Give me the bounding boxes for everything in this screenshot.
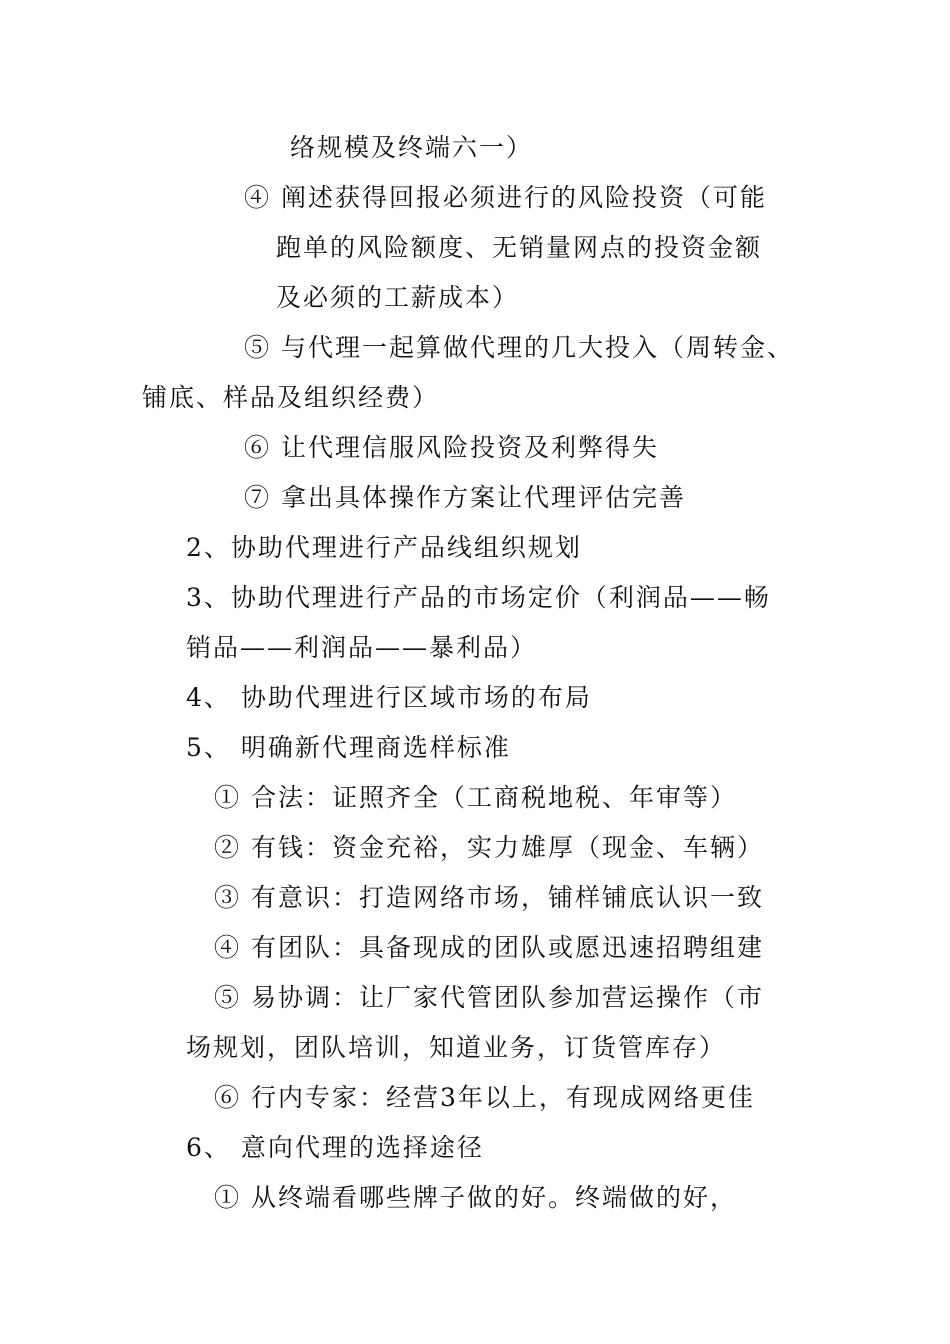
text-line-6: 铺底、样品及组织经费） bbox=[142, 383, 440, 412]
text-line-1: 络规模及终端六一） bbox=[290, 133, 534, 162]
text-line-2: ④ 阐述获得回报必须进行的风险投资（可能 bbox=[244, 183, 767, 212]
text-line-5: ⑤ 与代理一起算做代理的几大投入（周转金、 bbox=[244, 333, 794, 362]
text-line-12: 4、 协助代理进行区域市场的布局 bbox=[186, 683, 592, 712]
text-line-11: 销品——利润品——暴利品） bbox=[186, 633, 538, 662]
text-line-18: ⑤ 易协调：让厂家代管团队参加营运操作（市 bbox=[214, 983, 764, 1012]
text-line-17: ④ 有团队：具备现成的团队或愿迅速招聘组建 bbox=[214, 933, 764, 962]
text-line-4: 及必须的工薪成本） bbox=[276, 283, 520, 312]
text-line-21: 6、 意向代理的选择途径 bbox=[186, 1133, 484, 1162]
text-line-14: ① 合法：证照齐全（工商税地税、年审等） bbox=[214, 783, 737, 812]
text-line-16: ③ 有意识：打造网络市场，铺样铺底认识一致 bbox=[214, 883, 764, 912]
text-line-22: ① 从终端看哪些牌子做的好。终端做的好， bbox=[214, 1183, 737, 1212]
text-line-13: 5、 明确新代理商选样标准 bbox=[186, 733, 511, 762]
text-line-15: ② 有钱：资金充裕，实力雄厚（现金、车辆） bbox=[214, 833, 764, 862]
text-line-20: ⑥ 行内专家：经营3年以上，有现成网络更佳 bbox=[214, 1083, 755, 1112]
text-line-9: 2、协助代理进行产品线组织规划 bbox=[186, 533, 582, 562]
text-line-19: 场规划，团队培训，知道业务，订货管库存） bbox=[186, 1033, 727, 1062]
text-line-10: 3、协助代理进行产品的市场定价（利润品——畅 bbox=[186, 583, 771, 612]
text-line-3: 跑单的风险额度、无销量网点的投资金额 bbox=[276, 233, 763, 262]
text-line-8: ⑦ 拿出具体操作方案让代理评估完善 bbox=[244, 483, 686, 512]
text-line-7: ⑥ 让代理信服风险投资及利弊得失 bbox=[244, 433, 659, 462]
